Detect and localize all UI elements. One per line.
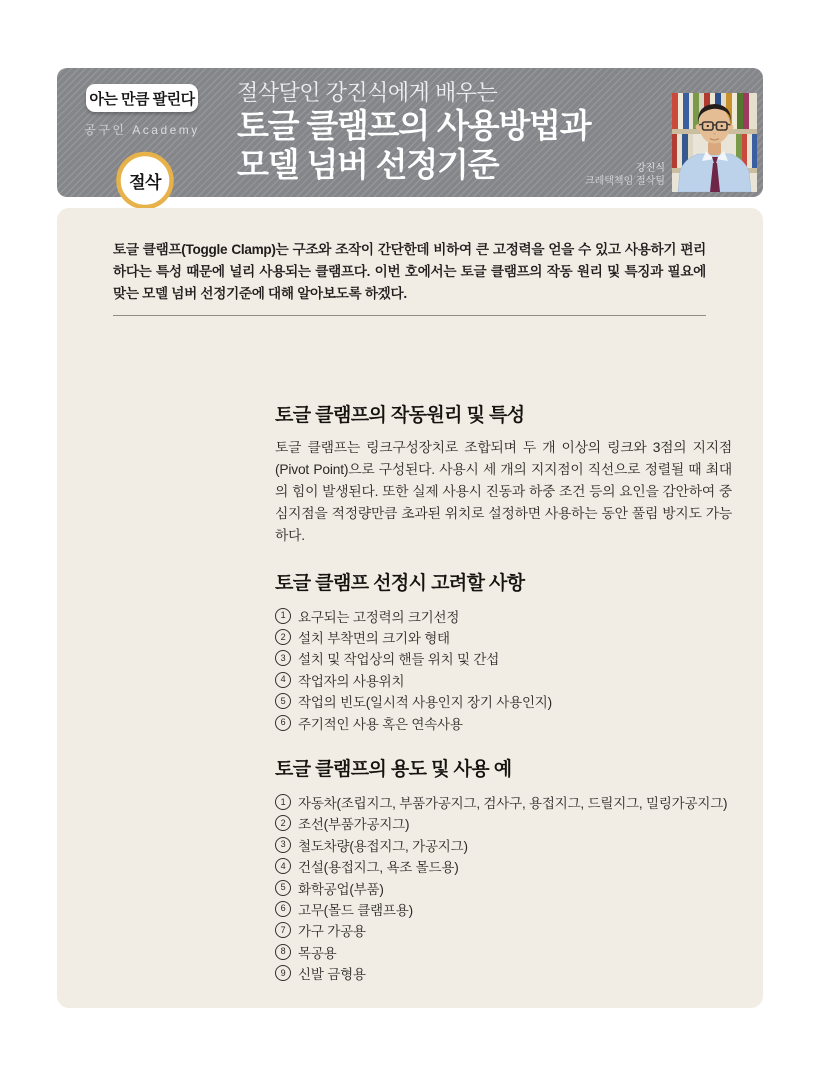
article-intro: 토글 클램프(Toggle Clamp)는 구조와 조작이 간단한데 비하여 큰 고정력을 얻을 수 있고 사용하기 편리하다는 특성 때문에 널리 사용되는 클램프다. 이번 호에서는 토글 클램프의 작동 원리 및 특징과 필요에 맞는 모델 넘버 선정기준에 대해 알아보도록 하겠다. xyxy=(113,242,706,301)
list-item-text: 작업자의 사용위치 xyxy=(298,673,405,689)
list-item xyxy=(275,834,732,855)
circled-number: 7 xyxy=(275,922,291,938)
usage-list xyxy=(275,791,732,984)
list-item xyxy=(275,962,732,983)
list-item xyxy=(275,626,732,647)
list-item-text: 건설(용접지그, 욕조 몰드용) xyxy=(298,860,459,876)
article-kicker: 절삭달인 강진식에게 배우는 xyxy=(237,80,498,105)
list-item-text: 조선(부품가공지그) xyxy=(298,817,410,833)
circled-number: 4 xyxy=(275,858,291,874)
author-photo xyxy=(672,93,757,192)
list-item-text: 요구되는 고정력의 크기선정 xyxy=(298,609,460,625)
author-credit xyxy=(585,162,665,188)
list-item xyxy=(275,813,732,834)
list-item-text: 고무(몰드 클램프용) xyxy=(298,902,413,918)
section-operating-principle xyxy=(275,404,732,547)
circled-number: 8 xyxy=(275,944,291,960)
list-item-text: 가구 가공용 xyxy=(298,924,366,940)
circled-number: 1 xyxy=(275,608,291,624)
section-body: 토글 클램프는 링크구성장치로 조합되며 두 개 이상의 링크와 3점의 지지점(Pivot Point)으로 구성된다. 사용시 세 개의 지지점이 직선으로 정렬될 때 최대의 힘이 발생된다. 또한 실제 사용시 진동과 하중 조건 등의 요인을 감안하여 중심지점을 적정량만큼 초과된 위치로 설정하면 사용하는 동안 풀림 방지도 가능하다. xyxy=(275,440,732,543)
list-item-text: 주기적인 사용 혹은 연속사용 xyxy=(298,716,463,732)
section-heading: 토글 클램프의 용도 및 사용 예 xyxy=(275,759,512,781)
list-item xyxy=(275,920,732,941)
article-panel xyxy=(57,208,763,1008)
series-badge: 아는 만큼 팔린다 xyxy=(86,84,198,112)
list-item xyxy=(275,877,732,898)
list-item xyxy=(275,856,732,877)
author-affiliation: 크레텍책임 절삭팀 xyxy=(584,176,665,187)
list-item xyxy=(275,648,732,669)
list-item-text: 화학공업(부품) xyxy=(298,881,384,897)
circled-number: 6 xyxy=(275,715,291,731)
list-item xyxy=(275,669,732,690)
list-item-text: 자동차(조립지그, 부품가공지그, 검사구, 용접지그, 드릴지그, 밀링가공지그) xyxy=(298,796,728,812)
circled-number: 4 xyxy=(275,672,291,688)
article-title-line2: 모델 넘버 선정기준 xyxy=(237,146,499,183)
list-item xyxy=(275,691,732,712)
list-item xyxy=(275,941,732,962)
article-sections xyxy=(275,404,732,984)
section-usage-examples xyxy=(275,758,732,984)
article-title-line1: 토글 클램프의 사용방법과 xyxy=(237,107,591,144)
circled-number: 3 xyxy=(275,650,291,666)
section-heading: 토글 클램프 선정시 고려할 사항 xyxy=(275,573,525,594)
list-item xyxy=(275,712,732,733)
circled-number: 2 xyxy=(275,629,291,645)
list-item xyxy=(275,898,732,919)
circled-number: 3 xyxy=(275,837,291,853)
section-selection-considerations xyxy=(275,572,732,733)
section-heading: 토글 클램프의 작동원리 및 특성 xyxy=(275,405,525,426)
circled-number: 9 xyxy=(275,965,291,981)
category-label: 절삭 xyxy=(129,173,161,192)
list-item-text: 작업의 빈도(일시적 사용인지 장기 사용인지) xyxy=(298,695,552,711)
list-item-text: 신발 금형용 xyxy=(298,967,366,983)
list-item-text: 목공용 xyxy=(298,945,337,961)
category-badge xyxy=(112,148,178,216)
author-name: 강진식 xyxy=(636,163,665,174)
circled-number: 1 xyxy=(275,794,291,810)
series-subtitle: 공구인 Academy xyxy=(84,123,200,137)
consideration-list xyxy=(275,605,732,733)
list-item-text: 설치 및 작업상의 핸들 위치 및 간섭 xyxy=(298,652,500,668)
circled-number: 2 xyxy=(275,815,291,831)
circled-number: 6 xyxy=(275,901,291,917)
list-item xyxy=(275,791,732,812)
list-item xyxy=(275,605,732,626)
intro-divider xyxy=(113,315,706,316)
circled-number: 5 xyxy=(275,880,291,896)
list-item-text: 철도차량(용접지그, 가공지그) xyxy=(298,838,468,854)
circled-number: 5 xyxy=(275,693,291,709)
list-item-text: 설치 부착면의 크기와 형태 xyxy=(298,631,450,647)
